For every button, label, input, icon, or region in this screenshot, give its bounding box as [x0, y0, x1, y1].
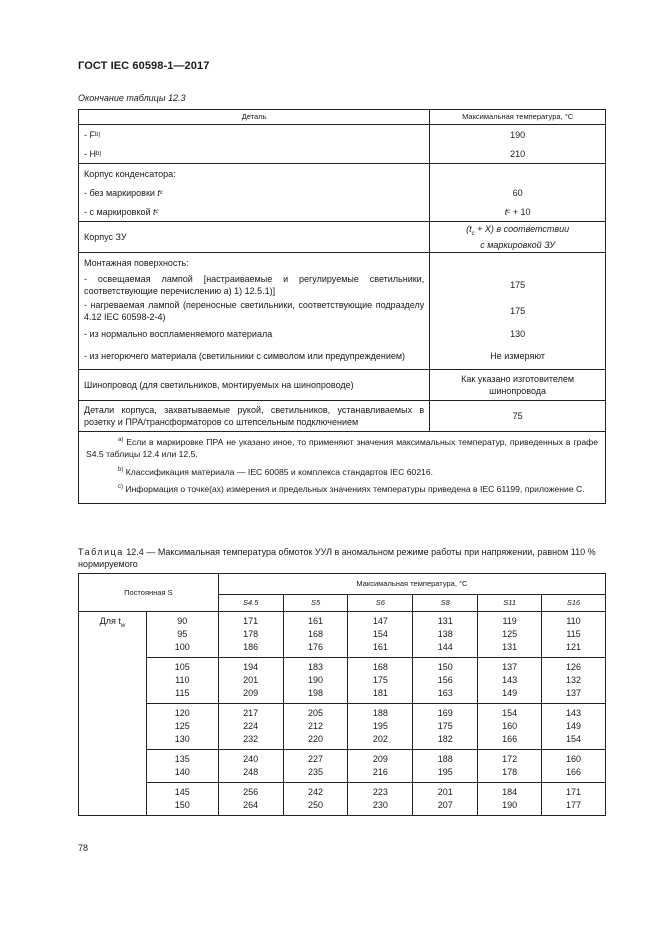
column-header-part: Деталь — [79, 110, 430, 125]
table-cell: 131 138 144 — [413, 612, 478, 658]
table-cell: 160 166 — [542, 750, 606, 783]
table-cell-capacitor-values: 60 t c + 10 — [430, 164, 606, 222]
column-header-s6: S6 — [348, 595, 413, 612]
table-12-3-caption: Окончание таблицы 12.3 — [78, 93, 186, 103]
table-cell: 171 178 186 — [218, 612, 283, 658]
table-cell-tw: 145 150 — [146, 783, 218, 816]
table-cell-tw: 135 140 — [146, 750, 218, 783]
document-title: ГОСТ IEC 60598-1—2017 — [78, 60, 210, 72]
table-row — [79, 658, 606, 704]
table-cell: 147 154 161 — [348, 612, 413, 658]
table-cell: 126 132 137 — [542, 658, 606, 704]
table-row — [79, 612, 606, 658]
table-cell: 205 212 220 — [283, 704, 348, 750]
column-header-s16: S16 — [542, 595, 606, 612]
column-header-s4-5: S4.5 — [218, 595, 283, 612]
table-row-f-h: - F b) - H b) — [79, 125, 430, 164]
table-cell-tw: 105 110 115 — [146, 658, 218, 704]
table-cell: 168 175 181 — [348, 658, 413, 704]
table-cell: 188 195 — [413, 750, 478, 783]
table-cell: 172 178 — [478, 750, 542, 783]
table-cell-busway-value: Как указано изготовителем шинопровода — [430, 370, 606, 401]
table-row-capacitor: Корпус конденсатора: - без маркировки t c - с маркировкой t c — [79, 164, 430, 222]
table-cell: 169 175 182 — [413, 704, 478, 750]
table-cell: 227 235 — [283, 750, 348, 783]
table-12-3 — [78, 109, 606, 504]
table-cell: 194 201 209 — [218, 658, 283, 704]
table-row-busway: Шинопровод (для светильников, монтируемых на шинопроводе) — [79, 370, 430, 401]
table-cell: 110 115 121 — [542, 612, 606, 658]
table-12-4-caption: Таблица 12.4 — Максимальная температура обмоток УУЛ в аномальном режиме работы при напряжении, равном 110 % нормируемого — [78, 547, 596, 569]
table-cell: 154 160 166 — [478, 704, 542, 750]
table-cell: 183 190 198 — [283, 658, 348, 704]
table-cell-body-parts-value: 75 — [430, 401, 606, 432]
table-cell: 242 250 — [283, 783, 348, 816]
table-cell: 256 264 — [218, 783, 283, 816]
table-cell-tw: 120 125 130 — [146, 704, 218, 750]
table-cell: 209 216 — [348, 750, 413, 783]
table-cell: 119 125 131 — [478, 612, 542, 658]
table-cell-charger-value: $(t_c + X)$ в соответствии с маркировкой ЗУ — [430, 222, 606, 253]
table-cell: 143 149 154 — [542, 704, 606, 750]
table-cell: 240 248 — [218, 750, 283, 783]
table-cell: 223 230 — [348, 783, 413, 816]
table-12-4 — [78, 573, 606, 816]
table-row-body-parts: Детали корпуса, захватываемые рукой, светильников, устанавливаемых в розетку и ПРА/трансформаторов со штепсельным подключением — [79, 401, 430, 432]
table-cell: 188 195 202 — [348, 704, 413, 750]
column-header-s8: S8 — [413, 595, 478, 612]
table-cell-f-h-values: 190 210 — [430, 125, 606, 164]
table-row — [79, 750, 606, 783]
table-cell-tw: 90 95 100 — [146, 612, 218, 658]
table-cell-mounting-values: 175 175 130 Не измеряют — [430, 253, 606, 370]
table-row — [79, 783, 606, 816]
column-header-max-temp: Максимальная температура, °С — [218, 574, 605, 595]
table-row-mounting-surface: Монтажная поверхность: - освещаемая лампой [настраиваемые и регулируемые светильники, соответствующие перечислению а) 1) 12.5.1)] - нагреваемая лампой (переносные светильники, соответствующие подразделу 4.12 IEC 60598-2-4) - из нормально воспламеняемого материала - из негорючего материала (светильники с символом или предупреждением) — [79, 253, 430, 370]
column-header-s5: S5 — [283, 595, 348, 612]
column-header-max-temp: Максимальная температура, °С — [430, 110, 606, 125]
table-cell: 161 168 176 — [283, 612, 348, 658]
column-header-s11: S11 — [478, 595, 542, 612]
row-label-tw: Для $t_w$ — [79, 612, 147, 816]
table-row-charger: Корпус ЗУ — [79, 222, 430, 253]
table-cell: 201 207 — [413, 783, 478, 816]
table-cell: 171 177 — [542, 783, 606, 816]
table-row — [79, 704, 606, 750]
table-cell: 217 224 232 — [218, 704, 283, 750]
table-cell: 184 190 — [478, 783, 542, 816]
page-number: 78 — [78, 843, 89, 853]
table-footnotes: $^{a)}$ Если в маркировке ПРА не указано иное, то применяют значения максимальных температур, приведенных в графе S4.5 таблицы 12.4 или 12.5. $^{b)}$ Классификация материала — IEC 60085 и комплекса стандартов IEC 60216. $^{c)}$ Информация о точке(ах) измерения и предельных значениях температуры приведена в IEC 61199, приложение С. — [79, 432, 606, 504]
column-header-constant: Постоянная S — [79, 574, 219, 612]
table-cell: 150 156 163 — [413, 658, 478, 704]
table-cell: 137 143 149 — [478, 658, 542, 704]
